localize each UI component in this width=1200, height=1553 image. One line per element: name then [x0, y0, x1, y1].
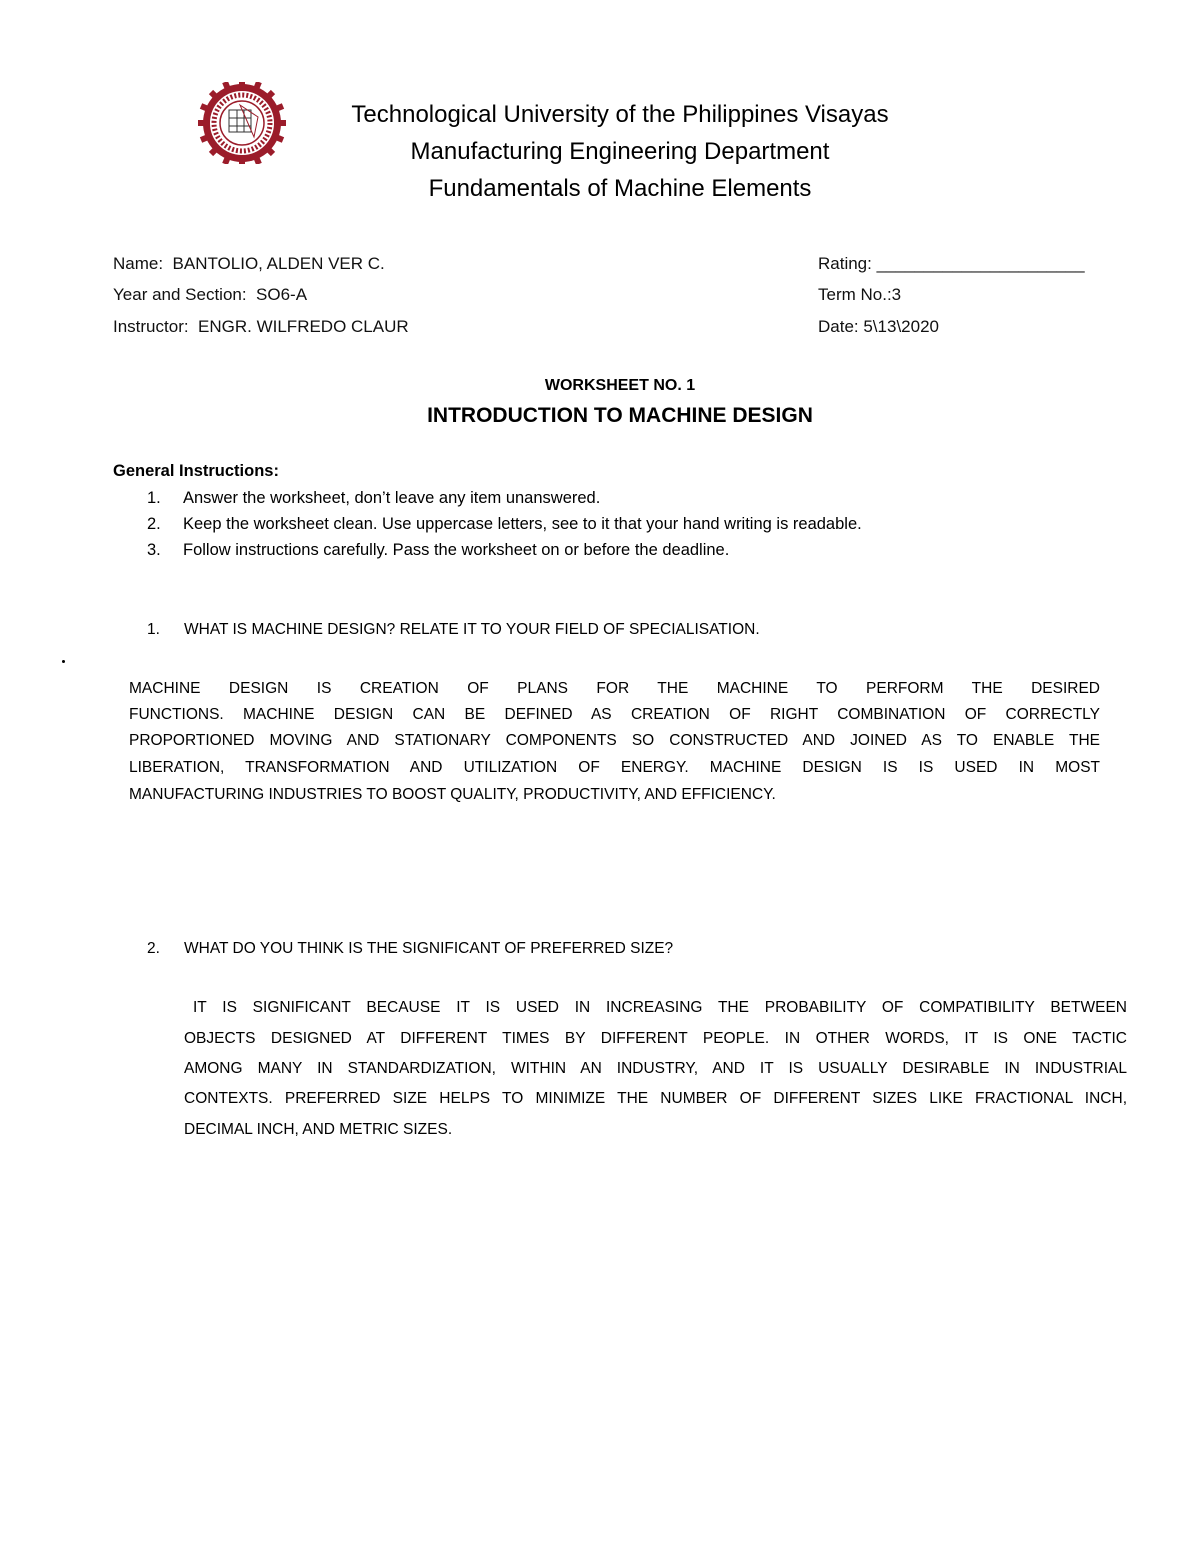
answer-line: AMONG MANY IN STANDARDIZATION, WITHIN AN INDUSTRY, AND IT IS USUALLY DESIRABLE IN INDUSTRIAL [184, 1060, 1127, 1077]
instruction-text: Answer the worksheet, don’t leave any item unanswered. [183, 489, 601, 507]
answer-line: LIBERATION, TRANSFORMATION AND UTILIZATION OF ENERGY. MACHINE DESIGN IS IS USED IN MOST [129, 759, 1100, 776]
student-name: Name: BANTOLIO, ALDEN VER C. [113, 254, 385, 273]
worksheet-number: WORKSHEET NO. 1 [544, 377, 696, 394]
instruction-number: 2. [147, 515, 161, 533]
rating: Rating: ______________________ [818, 254, 1085, 273]
course-name: Fundamentals of Machine Elements [428, 175, 812, 202]
answer-line: FUNCTIONS. MACHINE DESIGN CAN BE DEFINED AS CREATION OF RIGHT COMBINATION OF CORRECTLY [129, 706, 1100, 723]
instruction-text: Follow instructions carefully. Pass the worksheet on or before the deadline. [183, 541, 730, 559]
bullet-dot [62, 660, 65, 663]
answer-line: MACHINE DESIGN IS CREATION OF PLANS FOR THE MACHINE TO PERFORM THE DESIRED [129, 680, 1100, 697]
year-section: Year and Section: SO6-A [113, 285, 308, 304]
question-text: WHAT DO YOU THINK IS THE SIGNIFICANT OF PREFERRED SIZE? [184, 940, 674, 957]
answer-line: PROPORTIONED MOVING AND STATIONARY COMPONENTS SO CONSTRUCTED AND JOINED AS TO ENABLE THE [129, 732, 1100, 749]
term-number: Term No.:3 [818, 285, 902, 304]
date: Date: 5\13\2020 [818, 317, 939, 336]
question-number: 2. [147, 940, 160, 957]
instruction-number: 1. [147, 489, 161, 507]
instruction-text: Keep the worksheet clean. Use uppercase letters, see to it that your hand writing is readable. [183, 515, 862, 533]
question-number: 1. [147, 621, 160, 638]
instructions-heading: General Instructions: [113, 462, 279, 480]
institution-name: Technological University of the Philippines Visayas [351, 101, 889, 128]
instructor: Instructor: ENGR. WILFREDO CLAUR [113, 317, 409, 336]
question-text: WHAT IS MACHINE DESIGN? RELATE IT TO YOUR FIELD OF SPECIALISATION. [184, 621, 760, 638]
answer-line: OBJECTS DESIGNED AT DIFFERENT TIMES BY DIFFERENT PEOPLE. IN OTHER WORDS, IT IS ONE TACTIC [184, 1030, 1127, 1047]
answer-line: MANUFACTURING INDUSTRIES TO BOOST QUALITY, PRODUCTIVITY, AND EFFICIENCY. [129, 786, 776, 803]
instruction-number: 3. [147, 541, 161, 559]
answer-line: CONTEXTS. PREFERRED SIZE HELPS TO MINIMIZE THE NUMBER OF DIFFERENT SIZES LIKE FRACTIONAL INCH, [184, 1090, 1127, 1107]
answer-line: DECIMAL INCH, AND METRIC SIZES. [184, 1121, 453, 1138]
answer-line: IT IS SIGNIFICANT BECAUSE IT IS USED IN INCREASING THE PROBABILITY OF COMPATIBILITY BETWEEN [193, 999, 1127, 1016]
department-name: Manufacturing Engineering Department [410, 138, 830, 165]
worksheet-title: INTRODUCTION TO MACHINE DESIGN [427, 404, 813, 427]
